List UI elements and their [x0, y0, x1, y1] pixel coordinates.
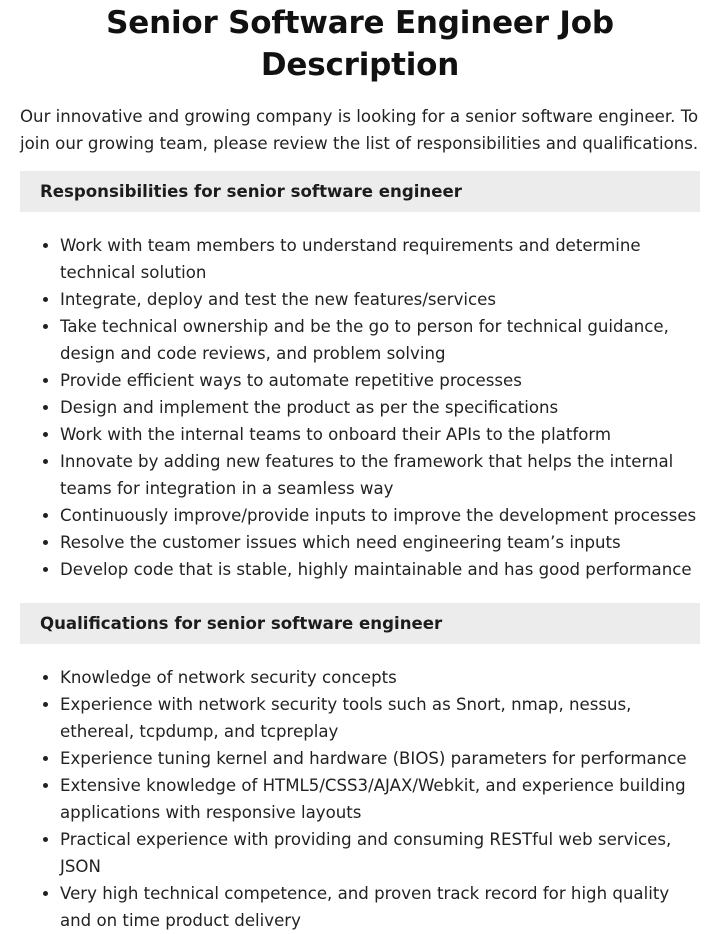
list-item: • Very high technical competence, and proven track record for high quality and on time product delivery: [60, 880, 700, 934]
responsibilities-heading: Responsibilities for senior software engineer: [20, 171, 700, 212]
list-item: • Work with the internal teams to onboard their APIs to the platform: [60, 421, 700, 448]
list-item: • Practical experience with providing and consuming RESTful web services, JSON: [60, 826, 700, 880]
list-item: • Work with team members to understand requirements and determine technical solution: [60, 232, 700, 286]
list-item: • Knowledge of network security concepts: [60, 664, 700, 691]
qualifications-heading: Qualifications for senior software engineer: [20, 603, 700, 644]
list-item: • Experience with network security tools such as Snort, nmap, nessus, ethereal, tcpdump, and tcpreplay: [60, 691, 700, 745]
page-title: Senior Software Engineer Job Description: [106, 5, 614, 83]
list-item: • Experience tuning kernel and hardware (BIOS) parameters for performance: [60, 745, 700, 772]
list-item: • Innovate by adding new features to the framework that helps the internal teams for integration in a seamless way: [60, 448, 700, 502]
list-item: • Continuously improve/provide inputs to improve the development processes: [60, 502, 700, 529]
list-item: • Develop code that is stable, highly maintainable and has good performance: [60, 556, 700, 583]
qualifications-list: [20, 664, 700, 934]
list-item: • Integrate, deploy and test the new features/services: [60, 286, 700, 313]
list-item: • Resolve the customer issues which need engineering team’s inputs: [60, 529, 700, 556]
list-item: • Provide efficient ways to automate repetitive processes: [60, 367, 700, 394]
intro-paragraph: Our innovative and growing company is looking for a senior software engineer. To join our growing team, please review the list of responsibilities and qualifications.: [20, 107, 699, 153]
list-item: • Design and implement the product as per the specifications: [60, 394, 700, 421]
responsibilities-list: [20, 232, 700, 583]
list-item: • Take technical ownership and be the go to person for technical guidance, design and code reviews, and problem solving: [60, 313, 700, 367]
list-item: • Extensive knowledge of HTML5/CSS3/AJAX/Webkit, and experience building applications with responsive layouts: [60, 772, 700, 826]
